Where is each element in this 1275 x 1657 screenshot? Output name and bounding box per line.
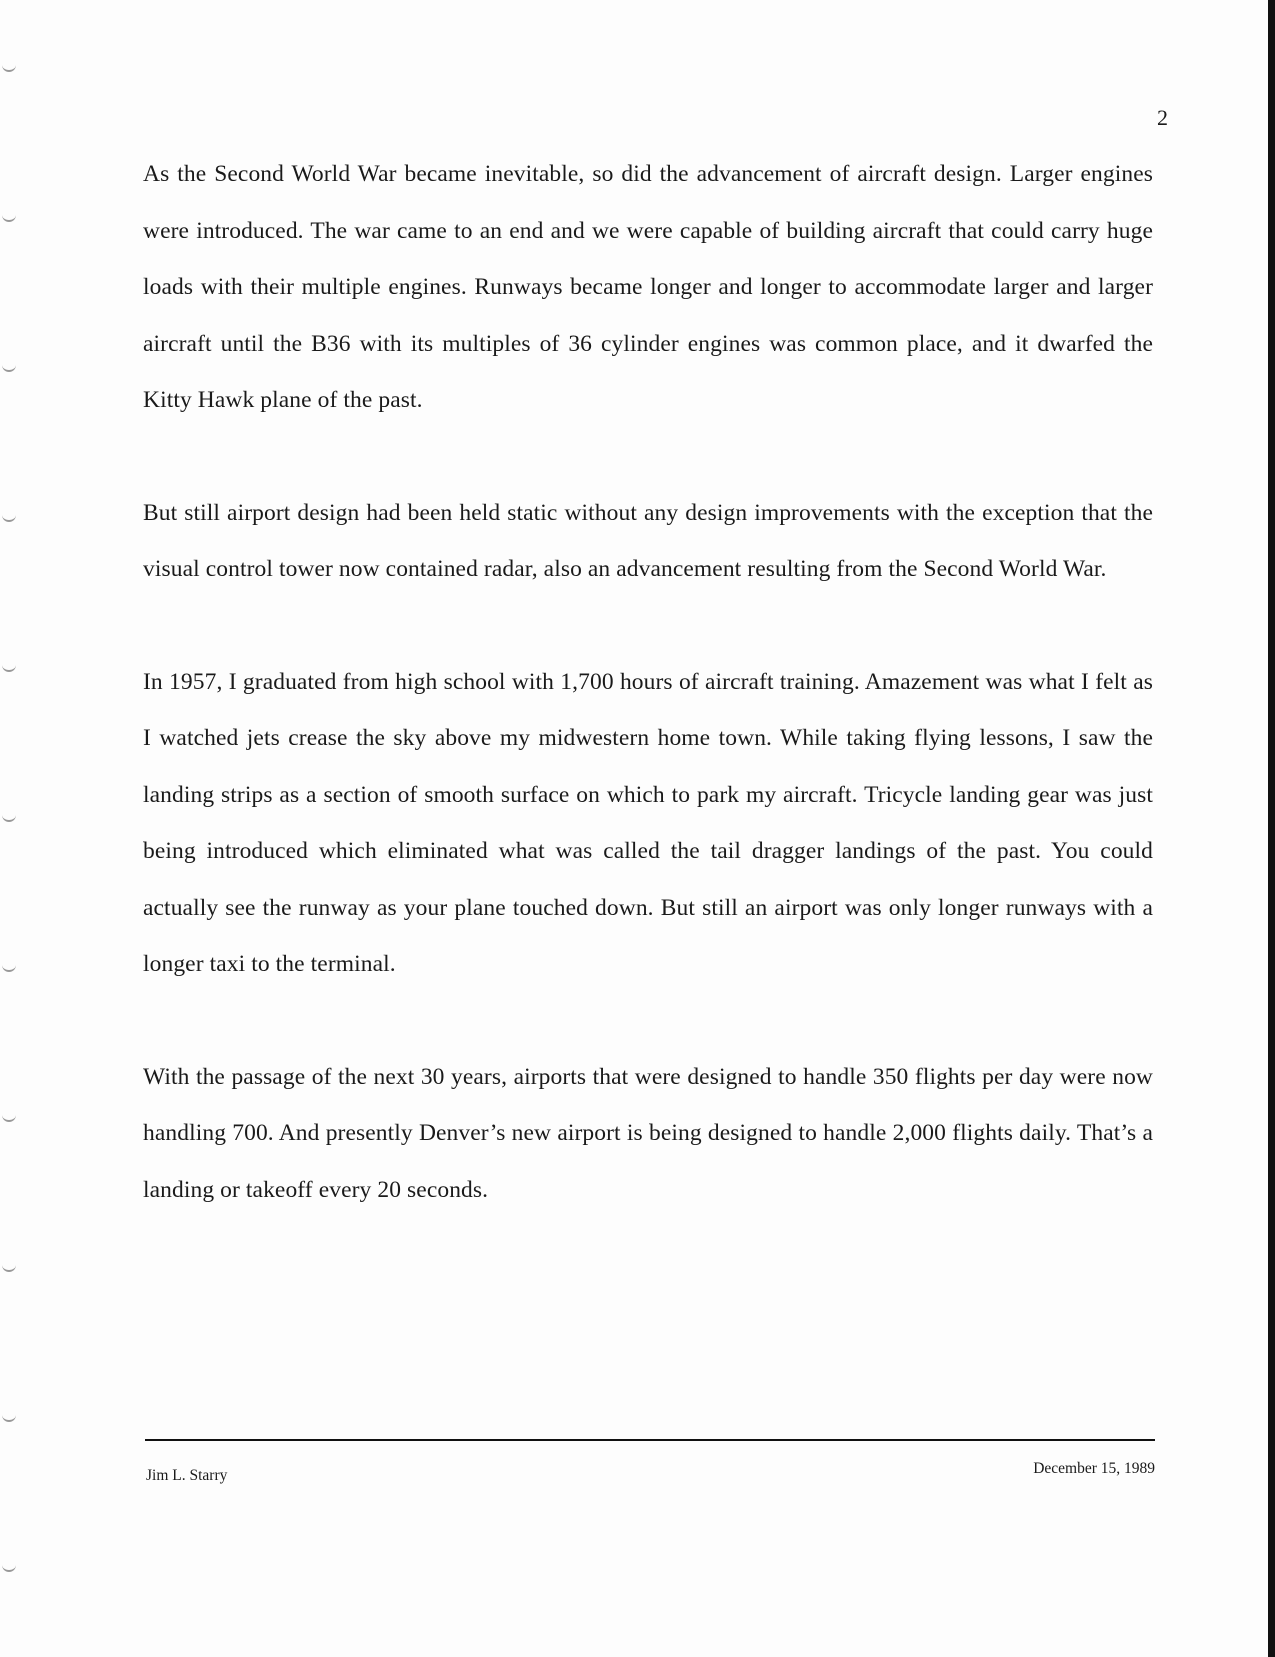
- binder-hole-mark: [2, 1262, 16, 1272]
- body-text: [143, 146, 1153, 1274]
- footer-author: Jim L. Starry: [146, 1467, 228, 1484]
- paragraph-airport-design-static: But still airport design had been held static without any design improvements with the exception that the visual control tower now contained radar, also an advancement resulting from the Second World War.: [143, 499, 1153, 582]
- binder-hole-mark: [2, 662, 16, 672]
- binder-hole-mark: [2, 1412, 16, 1422]
- binder-hole-mark: [2, 362, 16, 372]
- binder-hole-mark: [2, 1112, 16, 1122]
- binder-hole-mark: [2, 962, 16, 972]
- scan-edge-border: [1268, 0, 1275, 1657]
- binder-hole-mark: [2, 512, 16, 522]
- page-number: 2: [1157, 105, 1168, 130]
- paragraph-war-aircraft-design: As the Second World War became inevitable, so did the advancement of aircraft design. Larger engines were introduced. The war came to an end and we were capable of building aircraft that could carry huge loads with their multiple engines. Runways became longer and longer to accommodate larger and larger aircraft until the B36 with its multiples of 36 cylinder engines was common place, and it dwarfed the Kitty Hawk plane of the past.: [143, 161, 1153, 413]
- paragraph-next-30-years: With the passage of the next 30 years, airports that were designed to handle 350 flights per day were now handling 700. And presently Denver’s new airport is being designed to handle 2,000 flights daily. That’s a landing or takeoff every 20 seconds.: [143, 1063, 1153, 1203]
- paragraph-1957-graduation: In 1957, I graduated from high school with 1,700 hours of aircraft training. Amazement was what I felt as I watched jets crease the sky above my midwestern home town. While taking flying lessons, I saw the landing strips as a section of smooth surface on which to park my aircraft. Tricycle landing gear was just being introduced which eliminated what was called the tail dragger landings of the past. You could actually see the runway as your plane touched down. But still an airport was only longer runways with a longer taxi to the terminal.: [143, 668, 1153, 977]
- footer-divider: [145, 1439, 1155, 1441]
- binder-hole-mark: [2, 1562, 16, 1572]
- binder-hole-mark: [2, 212, 16, 222]
- binder-hole-mark: [2, 62, 16, 72]
- binder-hole-mark: [2, 812, 16, 822]
- footer-date: December 15, 1989: [1033, 1460, 1155, 1477]
